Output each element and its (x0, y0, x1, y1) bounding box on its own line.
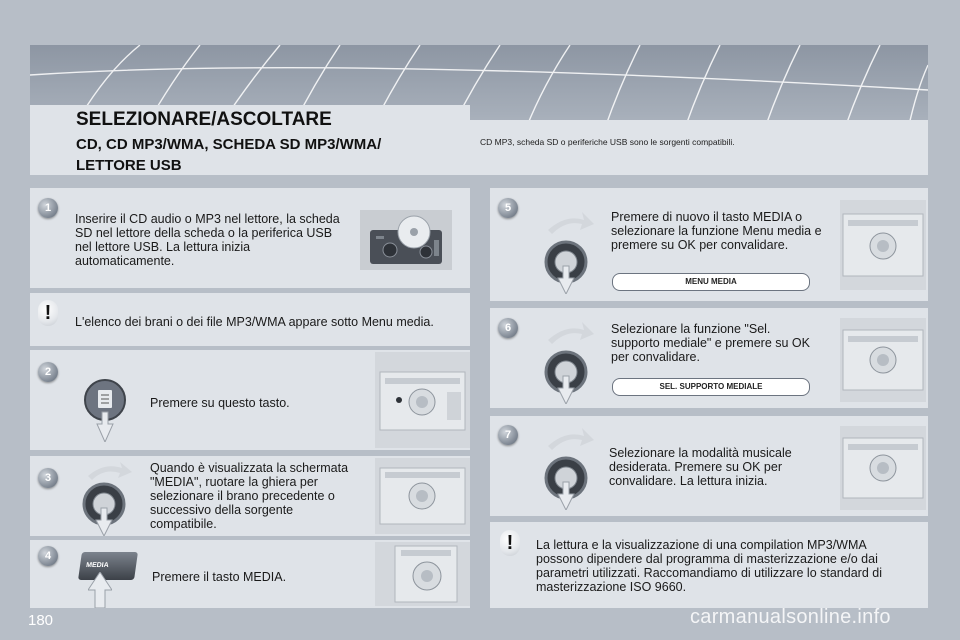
rotary-knob-icon (76, 458, 136, 536)
warning-1-icon: ! (38, 300, 58, 326)
page-title: SELEZIONARE/ASCOLTARE (76, 109, 332, 130)
warning-2-text: La lettura e la visualizzazione di una compilation MP3/WMA possono dipendere dal programma di masterizzazione e/o dai parametri utilizzati. Raccomandiamo di utilizzare lo standard di masterizzazione ISO 9660. (536, 538, 882, 594)
step-4-badge: 4 (38, 546, 58, 566)
menu-media-label: MENU MEDIA (612, 273, 810, 291)
list-button-icon (78, 368, 132, 442)
watermark: carmanualsonline.info (690, 606, 891, 628)
radio-panel-thumbnail (840, 318, 926, 402)
step-4-text: Premere il tasto MEDIA. (152, 570, 287, 584)
page-subtitle: CD, CD MP3/WMA, SCHEDA SD MP3/WMA/ LETTORE USB (76, 136, 382, 174)
step-7-badge: 7 (498, 425, 518, 445)
radio-panel-thumbnail (840, 200, 926, 290)
radio-panel-thumbnail (840, 426, 926, 510)
step-5-badge: 5 (498, 198, 518, 218)
rotary-knob-icon (538, 208, 598, 294)
step-2-badge: 2 (38, 362, 58, 382)
press-arrow-icon (88, 572, 112, 608)
step-1-text: Inserire il CD audio o MP3 nel lettore, la scheda SD nel lettore della scheda o la periferica USB nel lettore USB. La lettura inizia automaticamente. (75, 212, 340, 268)
rotary-knob-icon (538, 424, 598, 510)
radio-cd-illustration (360, 210, 452, 270)
page-number: 180 (28, 612, 54, 629)
step-6-text: Selezionare la funzione "Sel. supporto mediale" e premere su OK per convalidare. (611, 322, 810, 364)
step-1-badge: 1 (38, 198, 58, 218)
step-3-text: Quando è visualizzata la schermata "MEDIA", ruotare la ghiera per selezionare il brano precedente o successivo della sorgente compatibile. (150, 461, 349, 531)
sel-supporto-mediale-label: SEL. SUPPORTO MEDIALE (612, 378, 810, 396)
step-5-text: Premere di nuovo il tasto MEDIA o selezionare la funzione Menu media e premere su OK per convalidare. (611, 210, 822, 252)
step-7-text: Selezionare la modalità musicale desiderata. Premere su OK per convalidare. La lettura inizia. (609, 446, 792, 488)
rotary-knob-icon (538, 318, 598, 404)
warning-2-icon: ! (500, 530, 520, 556)
note-panel (470, 120, 928, 175)
radio-panel-thumbnail (375, 542, 470, 606)
media-button: MEDIA (78, 552, 138, 580)
step-6-badge: 6 (498, 318, 518, 338)
compatibility-note: CD MP3, scheda SD o periferiche USB sono le sorgenti compatibili. (480, 137, 735, 147)
warning-1-text: L'elenco dei brani o dei file MP3/WMA appare sotto Menu media. (75, 315, 434, 329)
step-3-badge: 3 (38, 468, 58, 488)
step-2-text: Premere su questo tasto. (150, 396, 290, 410)
radio-panel-thumbnail (375, 352, 470, 448)
radio-panel-thumbnail (375, 458, 470, 534)
